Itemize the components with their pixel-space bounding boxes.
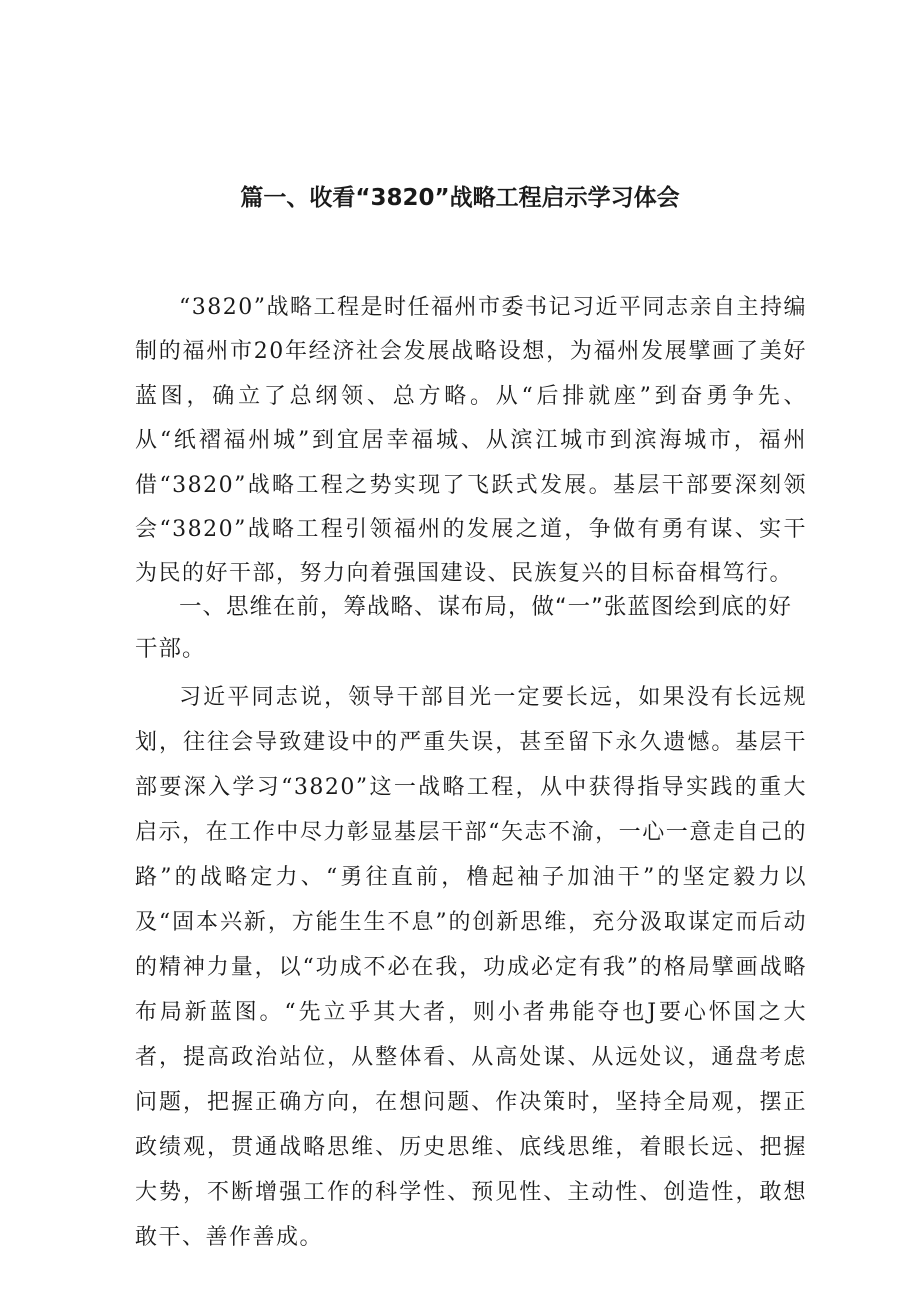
intro-paragraph: “3820”战略工程是时任福州市委书记习近平同志亲自主持编制的福州市20年经济社会发展战略设想，为福州发展擘画了美好蓝图，确立了总纲领、总方略。从“后排就座”到奋勇争先、从“纸褶福州城”到宜居幸福城、从滨江城市到滨海城市，福州借“3820”战略工程之势实现了飞跃式发展。基层干部要深刻领会“3820”战略工程引领福州的发展之道，争做有勇有谋、实干为民的好干部，努力向着强国建设、民族复兴的目标奋楫笃行。 [135,295,807,587]
section-1-paragraph: 习近平同志说，领导干部目光一定要长远，如果没有长远规划，往往会导致建设中的严重失误，甚至留下永久遗憾。基层干部要深入学习“3820”这一战略工程，从中获得指导实践的重大启示，在工作中尽力彰显基层干部“矢志不渝，一心一意走自己的路”的战略定力、“勇往直前，橹起袖子加油干”的坚定毅力以及“固本兴新，方能生生不息”的创新思维，充分汲取谋定而后动的精神力量，以“功成不必在我，功成必定有我”的格局擘画战略布局新蓝图。“先立乎其大者，则小者弗能夺也J要心怀国之大者，提高政治站位，从整体看、从高处谋、从远处议，通盘考虑问题，把握正确方向，在想问题、作决策时，坚持全局观，摆正政绩观，贯通战略思维、历史思维、底线思维，着眼长远、把握大势，不断增强工作的科学性、预见性、主动性、创造性，敢想敢干、善作善成。 [135,685,807,1250]
document-title: 篇一、收看“3820”战略工程启示学习体会 [240,185,680,211]
section-heading-1: 一、思维在前，筹战略、谋布局，做“一”张蓝图绘到底的好干部。 [135,594,792,662]
